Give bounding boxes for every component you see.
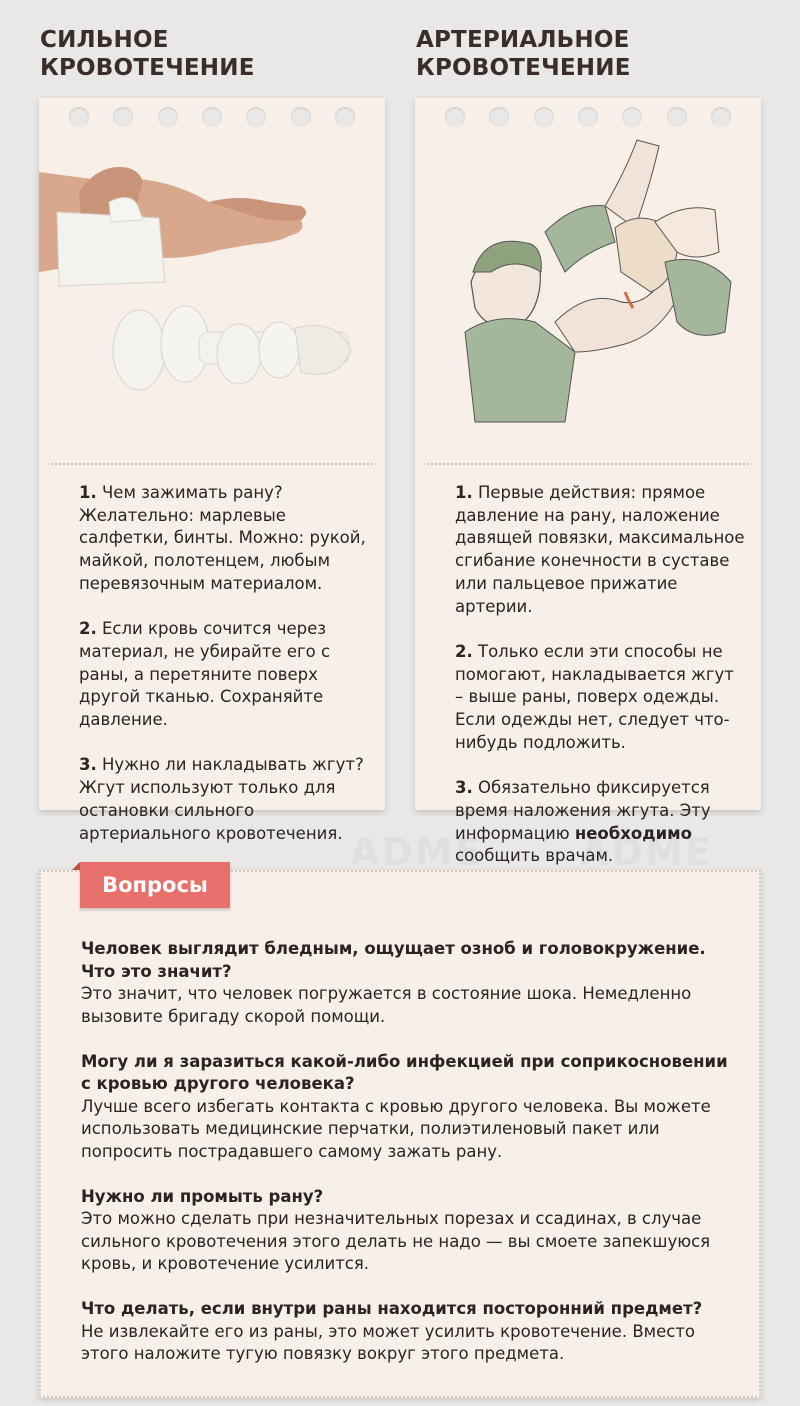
question-text: Нужно ли промыть рану? bbox=[81, 1186, 324, 1206]
card-divider bbox=[51, 463, 373, 465]
right-steps bbox=[455, 482, 745, 891]
question-item bbox=[81, 1298, 739, 1366]
answer-text: Не извлекайте его из раны, это может усилить кровотечение. Вместо этого наложите тугую повязку вокруг этого предмета. bbox=[81, 1321, 696, 1363]
card-holes bbox=[415, 107, 761, 127]
question-item bbox=[81, 1051, 739, 1164]
question-text: Человек выглядит бледным, ощущает озноб и головокружение. Что это значит? bbox=[81, 939, 706, 981]
answer-text: Это значит, что человек погружается в состояние шока. Немедленно вызовите бригаду скорой помощи. bbox=[81, 984, 692, 1026]
artery-pressure-illustration bbox=[415, 132, 761, 452]
question-item bbox=[81, 1186, 739, 1276]
bandaged-hand-illustration bbox=[39, 132, 385, 452]
left-step-2: 2. Если кровь сочится через материал, не убирайте его с раны, а перетяните поверх другой тканью. Сохраняйте давление. bbox=[79, 619, 331, 730]
left-title: СИЛЬНОЕ КРОВОТЕЧЕНИЕ bbox=[40, 27, 255, 81]
left-steps bbox=[79, 482, 369, 868]
question-item bbox=[81, 938, 739, 1028]
card-divider bbox=[427, 463, 749, 465]
question-text: Могу ли я заразиться какой-либо инфекцией при соприкосновении с кровью другого человека? bbox=[81, 1051, 728, 1093]
answer-text: Это можно сделать при незначительных порезах и ссадинах, в случае сильного кровотечения этого делать не надо — вы смоете запекшуюся кровь, и кровотечение усилится. bbox=[81, 1209, 711, 1273]
right-step-2: 2. Только если эти способы не помогают, накладывается жгут – выше раны, поверх одежды. Если одежды нет, следует что-нибудь подложить. bbox=[455, 641, 734, 752]
right-step-3: 3. Обязательно фиксируется время наложения жгута. Эту информацию необходимо сообщить врачам. bbox=[455, 778, 711, 866]
left-card bbox=[39, 98, 385, 843]
left-step-1: 1. Чем зажимать рану? Желательно: марлевые салфетки, бинты. Можно: рукой, майкой, полотенцем, любым перевязочным материалом. bbox=[79, 483, 366, 593]
right-card bbox=[415, 98, 761, 866]
questions-box bbox=[39, 870, 761, 1398]
questions-tab: Вопросы bbox=[80, 862, 230, 908]
answer-text: Лучше всего избегать контакта с кровью другого человека. Вы можете использовать медицинские перчатки, полиэтиленовый пакет или попросить пострадавшего самому зажать рану. bbox=[81, 1096, 711, 1161]
left-step-3: 3. Нужно ли накладывать жгут? Жгут используют только для остановки сильного артериального кровотечения. bbox=[79, 755, 364, 843]
question-text: Что делать, если внутри раны находится посторонний предмет? bbox=[81, 1299, 703, 1318]
questions-list bbox=[81, 938, 739, 1388]
right-step-1: 1. Первые действия: прямое давление на рану, наложение давящей повязки, максимальное сгибание конечности в суставе или пальцевое прижатие артерии. bbox=[455, 483, 745, 616]
card-holes bbox=[39, 107, 385, 127]
right-title: АРТЕРИАЛЬНОЕ КРОВОТЕЧЕНИЕ bbox=[416, 27, 631, 81]
